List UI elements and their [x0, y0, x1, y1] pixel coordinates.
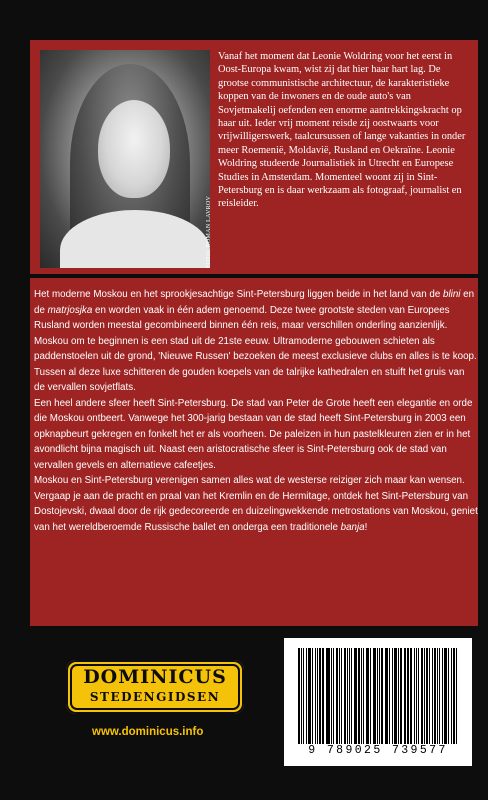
author-photo: [40, 50, 210, 268]
barcode-bar: [363, 648, 364, 744]
logo-brand: DOMINICUS: [83, 666, 227, 688]
barcode-bar: [308, 648, 311, 744]
barcode-bar: [437, 648, 438, 744]
barcode-bar: [347, 648, 349, 744]
barcode-bar: [426, 648, 428, 744]
barcode-bar: [453, 648, 455, 744]
barcode-bar: [432, 648, 433, 744]
barcode-bar: [351, 648, 352, 744]
barcode-bar: [381, 648, 383, 744]
barcode-bar: [373, 648, 376, 744]
barcode-bar: [333, 648, 334, 744]
photo-credit: FOTO: ROMAN LAVROV: [206, 195, 212, 268]
paragraph-3: Een heel andere sfeer heeft Sint-Petersburg. De stad van Peter de Grote heeft een elegantie en orde die Moskou ontbeert. Vanwege het 300-jarig bestaan van de stad heeft Sint-Petersburg in 2003 een opknapbeurt gekregen en fonkelt het er als voorheen. De paleizen in hun pastelkleuren zien er in het avondlicht bijna magisch uit. Naast een aristocratische sfeer is Sint-Petersburg ook de stad van vervallen gevels en alternatieve cafeetjes.: [34, 397, 473, 471]
barcode-bar: [434, 648, 436, 744]
barcode-bar: [451, 648, 452, 744]
barcode-bar: [306, 648, 308, 744]
barcode-bar: [322, 648, 324, 744]
barcode-bar: [456, 648, 457, 744]
barcode-bar: [414, 648, 415, 744]
barcode-bar: [392, 648, 393, 744]
description-text: [34, 287, 478, 535]
barcode-bar: [341, 648, 342, 744]
barcode-bar: [389, 648, 390, 744]
photo-face: [98, 100, 170, 198]
barcode-bar: [439, 648, 440, 744]
barcode-bar: [377, 648, 378, 744]
barcode-bar: [370, 648, 371, 744]
barcode-bar: [421, 648, 424, 744]
barcode-bar: [326, 648, 327, 744]
barcode-bar: [366, 648, 367, 744]
barcode-bar: [354, 648, 357, 744]
barcode-bar: [339, 648, 340, 744]
barcode-bar: [424, 648, 425, 744]
barcode-bar: [379, 648, 380, 744]
barcode-bars: [298, 648, 458, 744]
barcode-bar: [385, 648, 386, 744]
barcode-bar: [336, 648, 338, 744]
barcode-bar: [317, 648, 318, 744]
barcode-bar: [404, 648, 405, 744]
barcode-bar: [312, 648, 313, 744]
barcode-bar: [405, 648, 406, 744]
barcode-bar: [367, 648, 369, 744]
barcode-bar: [410, 648, 412, 744]
barcode-bar: [418, 648, 419, 744]
author-bio: Vanaf het moment dat Leonie Woldring voor het eerst in Oost-Europa kwam, wist zij dat hier haar hart lag. De grootse communistische architectuur, de karakteristieke koppen van de inwoners en de oude auto's van Sovjetmakelij oefenden een enorme aantrekkingskracht op haar uit. Ieder vrij moment reisde zij oostwaarts voor vrijwilligerswerk, taalcursussen of lange vakanties in onder meer Roemenië, Moldavië, Rusland en Oekraïne. Leonie Woldring studeerde Journalistiek in Utrecht en Europese Studies in Amsterdam. Momenteel woont zij in Sint-Petersburg en is daar werkzaam als fotograaf, journalist en reisleider.: [218, 51, 466, 210]
barcode-bar: [303, 648, 304, 744]
barcode-bar: [394, 648, 397, 744]
barcode-bar: [444, 648, 447, 744]
barcode-bar: [319, 648, 321, 744]
barcode-bar: [361, 648, 362, 744]
barcode-bar: [327, 648, 330, 744]
barcode-box: [284, 638, 472, 766]
barcode-bar: [442, 648, 444, 744]
barcode-bar: [448, 648, 449, 744]
barcode-bar: [416, 648, 417, 744]
paragraph-2: Moskou om te beginnen is een stad uit de 21ste eeuw. Ultramoderne gebouwen schieten als paddenstoelen uit de grond, 'Nieuwe Russen' bezoeken de meest exclusieve clubs en alles is te koop. Tussen al deze luxe schitteren de gouden koepels van de talrijke kathedralen en stuift het gruis van de vervallen sovjetflats.: [34, 335, 477, 393]
barcode-bar: [301, 648, 302, 744]
barcode-bar: [400, 648, 402, 744]
barcode-bar: [315, 648, 316, 744]
barcode-bar: [398, 648, 399, 744]
dominicus-logo: [66, 660, 244, 714]
barcode-bar: [386, 648, 388, 744]
barcode-bar: [429, 648, 430, 744]
barcode-bar: [407, 648, 409, 744]
logo-series: STEDENGIDSEN: [89, 690, 221, 704]
barcode-bar: [331, 648, 332, 744]
paragraph-1: Het moderne Moskou en het sprookjesachtige Sint-Petersburg liggen beide in het land van de blini en de matrjosjka en worden vaak in één adem genoemd. Deze twee grootste steden van Europees Rusland worden meestal gecombineerd binnen één reis, maar verschillen onderling aanzienlijk.: [34, 289, 475, 331]
paragraph-4: Moskou en Sint-Petersburg verenigen samen alles wat de westerse reiziger zich maar kan wensen. Vergaap je aan de pracht en praal van het Kremlin en de Hermitage, ontdek het Sint-Petersburg van Dostojevski, dwaal door de rijk gedecoreerde en duizelingwekkende metrostations van Moskou, geniet van het wereldberoemde Russische ballet en onderga een traditionele banja!: [34, 475, 478, 533]
barcode-number: 9 789025 739577: [308, 744, 448, 757]
website-url[interactable]: www.dominicus.info: [92, 726, 204, 738]
barcode-bar: [358, 648, 360, 744]
barcode-bar: [298, 648, 300, 744]
barcode-bar: [349, 648, 350, 744]
barcode-bar: [344, 648, 346, 744]
